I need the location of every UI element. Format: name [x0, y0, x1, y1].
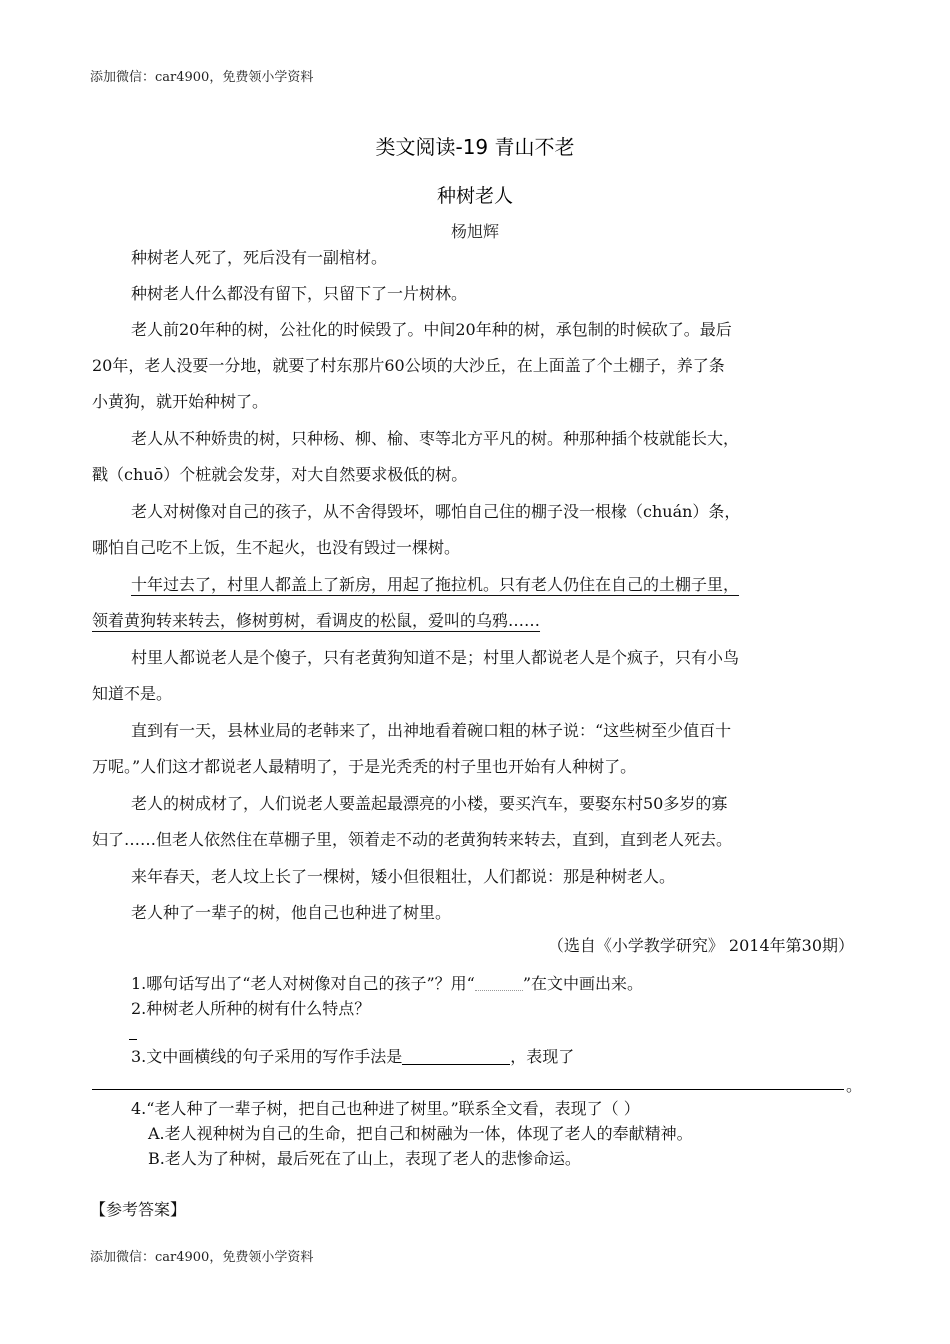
paragraph-line: 万呢。”人们这才都说老人最精明了，于是光秃秃的村子里也开始有人种树了。: [92, 757, 637, 776]
article-title: 种树老人: [436, 185, 513, 207]
paragraph-line: 戳（chuō）个桩就会发芽，对大自然要求极低的树。: [92, 465, 468, 484]
footer-note: 添加微信：car4900，免费领小学资料: [90, 1250, 314, 1265]
page-title: 类文阅读-19 青山不老: [375, 135, 575, 159]
paragraph-line: 种树老人死了，死后没有一副棺材。: [131, 248, 388, 267]
paragraph-line: 老人种了一辈子的树，他自己也种进了树里。: [131, 903, 452, 922]
paragraph-line: 老人的树成材了，人们说老人要盖起最漂亮的小楼，要买汽车，要娶东村50多岁的寡: [131, 794, 728, 813]
author-name: 杨旭辉: [450, 222, 499, 241]
answer-blank[interactable]: [402, 1046, 510, 1065]
question-4: 4.“老人种了一辈子树，把自己也种进了树里。”联系全文看，表现了（ ）: [131, 1099, 640, 1118]
question-text: ”在文中画出来。: [522, 974, 643, 993]
underlined-line: 十年过去了，村里人都盖上了新房，用起了拖拉机。只有老人仍住在自己的土棚子里，: [131, 575, 740, 594]
question-3: [131, 1046, 574, 1068]
answer-heading: 【参考答案】: [90, 1200, 187, 1219]
paragraph-line: 老人从不种娇贵的树，只种杨、柳、榆、枣等北方平凡的树。种那种插个枝就能长大，: [131, 429, 740, 448]
question-1: [131, 973, 643, 995]
question-text: 1.哪句话写出了“老人对树像对自己的孩子”？用“: [131, 974, 475, 993]
question-text: ，表现了: [510, 1047, 575, 1066]
paragraph-line: 20年，老人没要一分地，就要了村东那片60公顷的大沙丘，在上面盖了个土棚子，养了条: [92, 356, 725, 375]
paragraph-line: 村里人都说老人是个傻子，只有老黄狗知道不是；村里人都说老人是个疯子，只有小鸟: [131, 648, 740, 667]
source-citation: （选自《小学教学研究》 2014年第30期）: [547, 936, 854, 955]
header-note: 添加微信：car4900，免费领小学资料: [90, 70, 314, 85]
period-mark: 。: [846, 1076, 863, 1095]
answer-dash: [129, 1039, 137, 1040]
paragraph-line: 老人前20年种的树，公社化的时候毁了。中间20年种的树，承包制的时候砍了。最后: [131, 320, 732, 339]
option-b: B.老人为了种树，最后死在了山上，表现了老人的悲惨命运。: [148, 1149, 581, 1168]
paragraph-line: 种树老人什么都没有留下，只留下了一片树林。: [131, 284, 468, 303]
question-text: 3.文中画横线的句子采用的写作手法是: [131, 1047, 403, 1066]
option-a: A.老人视种树为自己的生命，把自己和树融为一体，体现了老人的奉献精神。: [148, 1124, 693, 1143]
question-2: 2.种树老人所种的树有什么特点？: [131, 999, 371, 1018]
paragraph-line: 来年春天，老人坟上长了一棵树，矮小但很粗壮，人们都说：那是种树老人。: [131, 867, 676, 886]
paragraph-line: 老人对树像对自己的孩子，从不舍得毁坏，哪怕自己住的棚子没一根椽（chuán）条，: [131, 502, 741, 521]
wavy-line-mark: [475, 980, 523, 991]
paragraph-line: 妇了……但老人依然住在草棚子里，领着走不动的老黄狗转来转去，直到，直到老人死去。: [92, 830, 733, 849]
underlined-line: 领着黄狗转来转去，修树剪树，看调皮的松鼠，爱叫的乌鸦……: [92, 611, 541, 630]
paragraph-line: 知道不是。: [92, 684, 173, 703]
paragraph-line: 直到有一天，县林业局的老韩来了，出神地看着碗口粗的林子说：“这些树至少值百十: [131, 721, 732, 740]
paragraph-line: 小黄狗，就开始种树了。: [92, 392, 269, 411]
answer-line[interactable]: [92, 1089, 844, 1090]
paragraph-line: 哪怕自己吃不上饭，生不起火，也没有毁过一棵树。: [92, 538, 461, 557]
